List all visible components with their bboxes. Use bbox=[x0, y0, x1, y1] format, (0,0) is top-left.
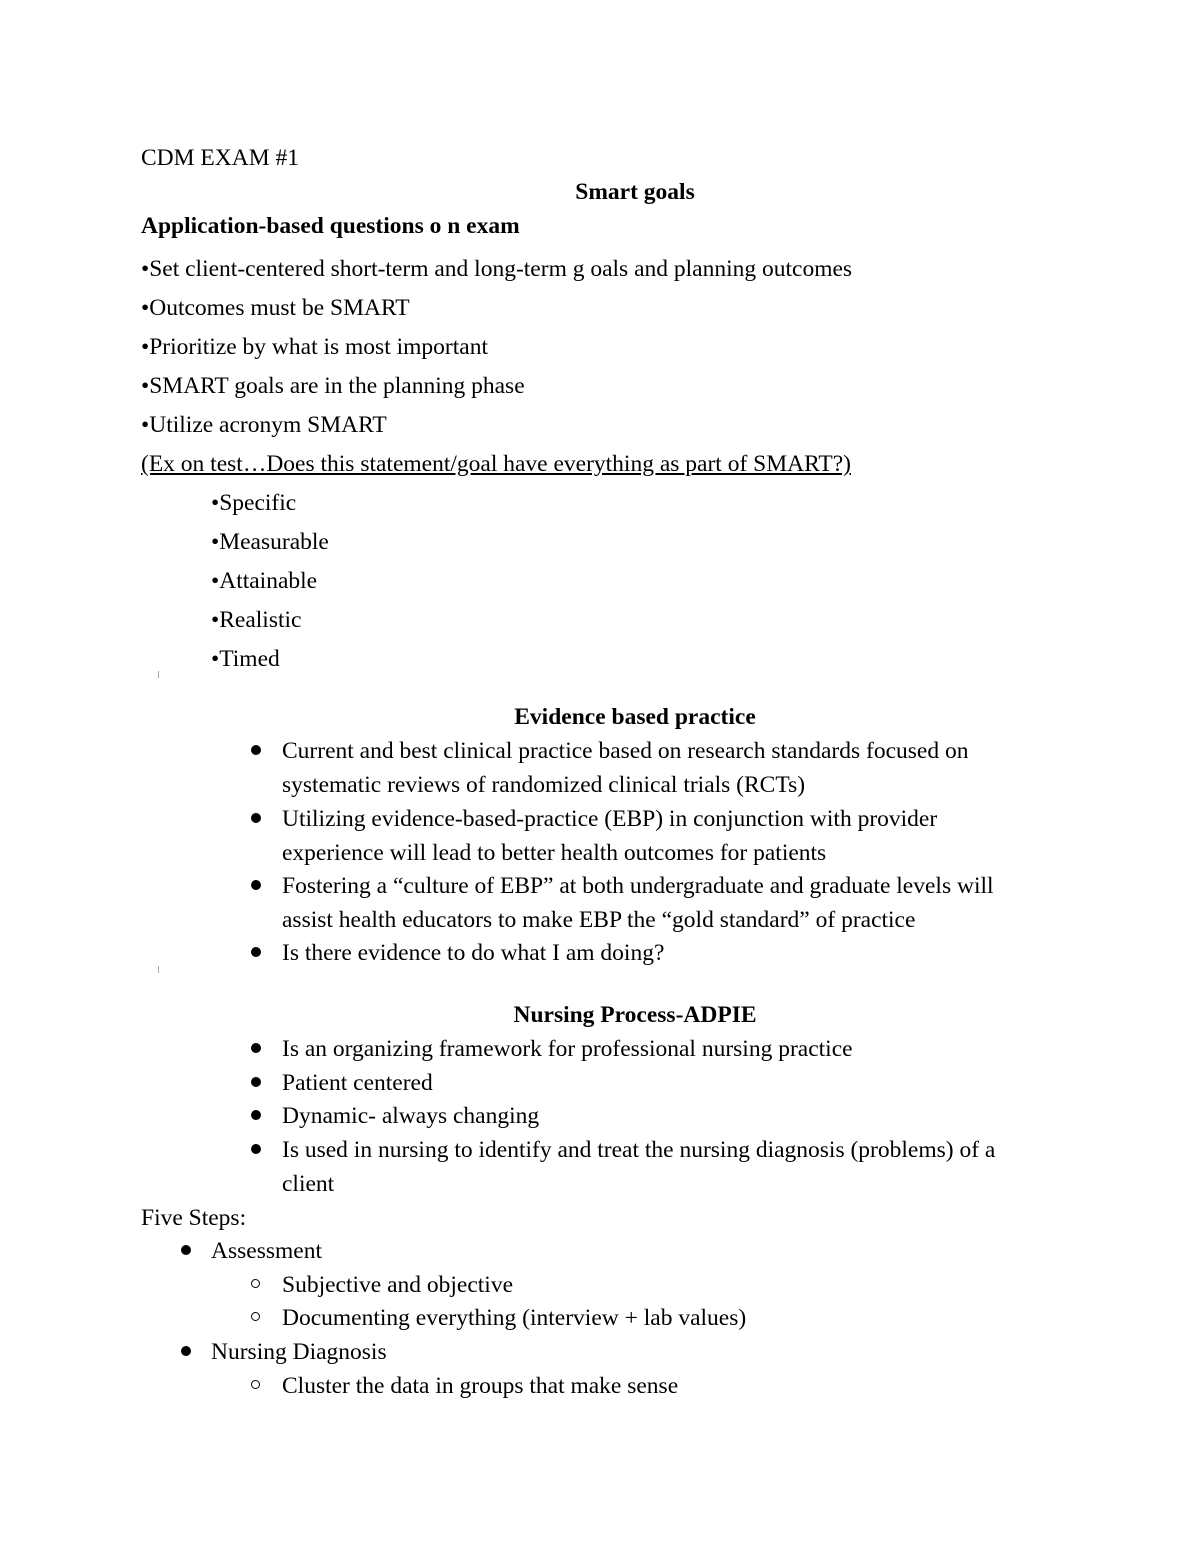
ebp-bullet-line: experience will lead to better health outcomes for patients bbox=[282, 840, 827, 866]
smart-item: •SMART goals are in the planning phase bbox=[141, 373, 525, 399]
bullet-dot bbox=[251, 947, 261, 957]
bullet-dot bbox=[181, 1245, 191, 1255]
smart-subheading: Application-based questions o n exam bbox=[141, 213, 520, 239]
bullet-dot bbox=[251, 880, 261, 890]
step-label: Nursing Diagnosis bbox=[211, 1339, 387, 1365]
bullet-dot bbox=[251, 1077, 261, 1087]
smart-item: •Utilize acronym SMART bbox=[141, 412, 387, 438]
step-label: Assessment bbox=[211, 1238, 322, 1264]
bullet-circle bbox=[251, 1312, 260, 1321]
adpie-bullet-line: Dynamic- always changing bbox=[282, 1103, 540, 1129]
bullet-circle bbox=[251, 1380, 260, 1389]
bullet-dot bbox=[251, 1144, 261, 1154]
smart-item: •Prioritize by what is most important bbox=[141, 334, 488, 360]
smart-example: (Ex on test…Does this statement/goal have everything as part of SMART?) bbox=[141, 451, 851, 477]
acronym-item: •Specific bbox=[211, 490, 297, 516]
section-heading-adpie: Nursing Process-ADPIE bbox=[513, 1002, 757, 1028]
paragraph-mark bbox=[158, 966, 159, 973]
ebp-bullet-line: Fostering a “culture of EBP” at both undergraduate and graduate levels will bbox=[282, 873, 994, 899]
bullet-dot bbox=[251, 1043, 261, 1053]
step-sub-item: Cluster the data in groups that make sense bbox=[282, 1373, 679, 1399]
adpie-bullet-line: client bbox=[282, 1171, 335, 1197]
acronym-item: •Timed bbox=[211, 646, 280, 672]
bullet-circle bbox=[251, 1279, 260, 1288]
paragraph-mark bbox=[158, 671, 159, 678]
smart-item: •Set client-centered short-term and long-term g oals and planning outcomes bbox=[141, 256, 853, 282]
bullet-dot bbox=[251, 745, 261, 755]
section-heading-smart-goals: Smart goals bbox=[575, 179, 695, 205]
acronym-item: •Attainable bbox=[211, 568, 318, 594]
smart-item: •Outcomes must be SMART bbox=[141, 295, 410, 321]
bullet-dot bbox=[251, 1110, 261, 1120]
adpie-bullet-line: Is used in nursing to identify and treat the nursing diagnosis (problems) of a bbox=[282, 1137, 996, 1163]
ebp-bullet-line: Current and best clinical practice based on research standards focused on bbox=[282, 738, 969, 764]
acronym-item: •Measurable bbox=[211, 529, 329, 555]
adpie-bullet-line: Patient centered bbox=[282, 1070, 433, 1096]
acronym-item: •Realistic bbox=[211, 607, 302, 633]
ebp-bullet-line: Utilizing evidence-based-practice (EBP) in conjunction with provider bbox=[282, 806, 938, 832]
ebp-bullet-line: Is there evidence to do what I am doing? bbox=[282, 940, 665, 966]
bullet-dot bbox=[181, 1346, 191, 1356]
step-sub-item: Documenting everything (interview + lab values) bbox=[282, 1305, 747, 1331]
ebp-bullet-line: assist health educators to make EBP the “gold standard” of practice bbox=[282, 907, 916, 933]
document-title: CDM EXAM #1 bbox=[141, 145, 299, 171]
section-heading-ebp: Evidence based practice bbox=[514, 704, 756, 730]
ebp-bullet-line: systematic reviews of randomized clinical trials (RCTs) bbox=[282, 772, 806, 798]
bullet-dot bbox=[251, 813, 261, 823]
five-steps-label: Five Steps: bbox=[141, 1205, 247, 1231]
step-sub-item: Subjective and objective bbox=[282, 1272, 514, 1298]
adpie-bullet-line: Is an organizing framework for professional nursing practice bbox=[282, 1036, 853, 1062]
